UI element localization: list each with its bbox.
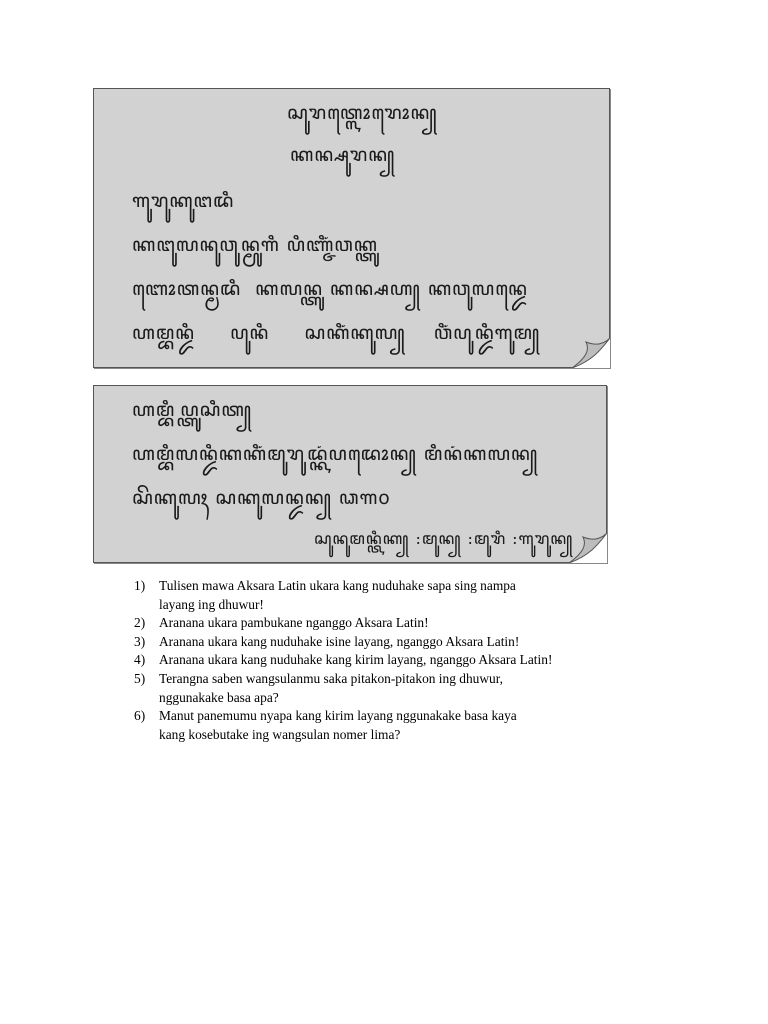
question-text: Terangna saben wangsulanmu saka pitakon-pitakon ing dhuwur, [159,670,503,686]
page-curl-icon [569,533,607,563]
question-list [134,577,634,744]
letter-card [93,88,610,368]
question-number: 5) [134,670,146,686]
letter-line: ꦲꦩ꧀ꦧꦶꦭꦤ꧀ꦢꦶꦏꦏꦶꦁꦩꦸꦫꦸꦢ꧀ꦏꦁꦥꦢꦺꦴꦤ꧀ ꦩꦶꦤꦁꦏꦭꦤ꧀ [132,443,539,465]
letter-line: ꦲꦩ꧀ꦧꦶꦥ꧀ꦠꦸꦱꦶꦠ꧀ [132,399,253,421]
question-text: kang kosebutake ing wangsulan nomer lima? [159,726,401,742]
question-item [134,614,634,633]
question-item [134,577,634,614]
page-curl-icon [572,338,610,368]
question-item [134,651,634,670]
question-item [134,633,634,652]
letter-line: ꦒꦸꦫꦸꦏꦸꦔꦢꦶ [132,190,235,212]
question-text: nggunakake basa apa? [159,689,279,705]
question-number: 6) [134,708,146,724]
question-text: Aranana ukara pambukane nganggo Aksara Latin! [159,615,429,631]
letter-card-continued [93,385,607,563]
letter-line: ꦏꦔꦸꦭꦤꦸꦮꦸꦤ꧀ꦩꦸꦒꦶ ꦥꦶꦚ꧀ꦗꦶꦁꦮꦏ꧀ꦠꦸ [132,234,378,256]
letter-line: ꦱꦼꦏꦸꦭꦃ ꦱꦏꦸꦭꦤ꧀ꦢꦤ꧀ ꦣ꧑꧐ [132,487,391,509]
question-text: Aranana ukara kang nuduhake isine layang, nganggo Aksara Latin! [159,633,520,649]
question-number: 4) [134,652,146,668]
question-number: 1) [134,578,146,593]
question-text: Manut panemumu nyapa kang kirim layang nggunakake basa kaya [159,708,517,724]
letter-subheading: ꦏꦤ꧀ꦱꦸꦫꦤ꧀ [290,144,396,166]
question-text: Aranana ukara kang nuduhake kang kirim layang, nganggo Aksara Latin! [159,652,553,668]
question-item [134,670,634,707]
question-number: 3) [134,633,146,649]
question-number: 2) [134,615,146,631]
letter-line: ꦧꦺꦴꦠꦤ꧀ꦩꦢꦶ ꦏꦭꦤ꧀ꦠꦸ ꦏꦤ꧀ꦱꦲ꧀ ꦏꦮꦸꦭꦤ꧀ꦢꦺ [132,278,528,300]
sender-signature: ꦱꦸꦤꦸꦩꦤ꧀ꦠꦶꦏ꧀ :ꦩꦸꦤ꧀ :ꦩꦸꦫꦶ :ꦒꦸꦫꦸꦤ꧀ [314,529,574,548]
question-item [134,707,634,744]
question-text: Tulisen mawa Aksara Latin ukara kang nuduhake sapa sing nampa [159,578,516,593]
letter-line: ꦲꦩ꧀ꦧꦤ꧀ꦢꦶ ꦥꦸꦤꦶ ꦱꦏꦶꦁꦏꦸꦭ꧀ ꦮꦶꦁꦥꦸꦤ꧀ꦢꦶꦒꦸꦩ꧀ [132,322,541,344]
question-text: layang ing dhuwur! [159,596,264,612]
letter-heading: ꦱꦸꦫꦠ꧀ꦭꦺꦴꦫꦺꦴꦤ꧀ [287,102,438,124]
